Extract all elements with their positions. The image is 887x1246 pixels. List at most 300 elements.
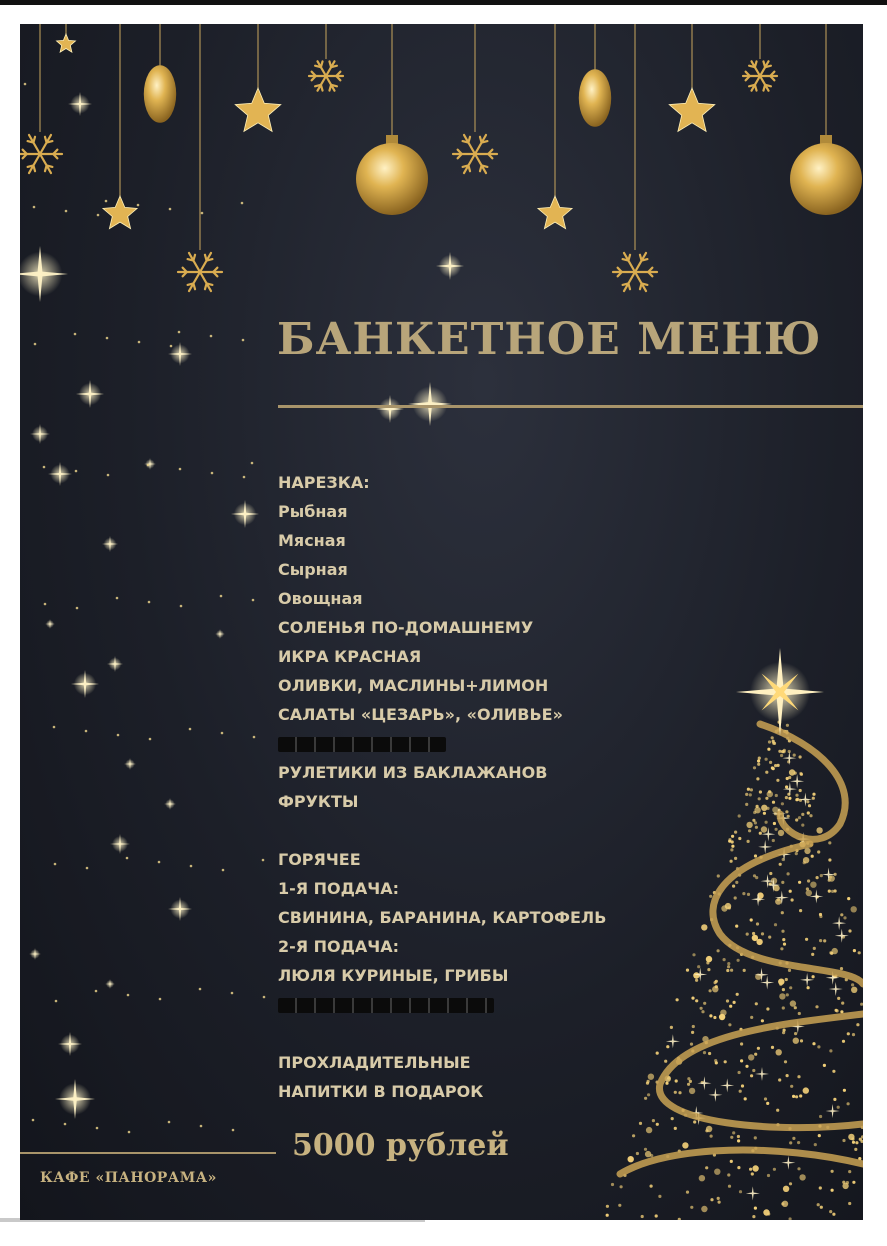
tree-light (843, 1089, 846, 1092)
tree-light (714, 1169, 720, 1175)
sparkle-dot (95, 990, 98, 993)
sparkle-dot (251, 462, 254, 465)
sparkle-dot (105, 200, 108, 203)
sparkle-icon (71, 670, 99, 698)
tree-light (620, 1185, 623, 1188)
menu-item: СОЛЕНЬЯ ПО-ДОМАШНЕМУ (278, 618, 534, 637)
tree-light (812, 797, 815, 800)
tree-light (772, 839, 775, 842)
tree-light (639, 1122, 642, 1125)
snowflake-branch (749, 66, 755, 67)
tree-light (851, 906, 857, 912)
tree-light (693, 1120, 696, 1123)
tree-light (790, 1085, 793, 1088)
tree-light (765, 771, 768, 774)
tree-light (678, 1218, 681, 1220)
sparkle-dot (116, 597, 119, 600)
sparkle-icon (110, 834, 130, 854)
cafe-name: КАФЕ «ПАНОРАМА» (40, 1170, 217, 1186)
snowflake-branch (45, 137, 47, 143)
tree-light (781, 911, 784, 914)
tree-light (636, 1152, 639, 1155)
snowflake-ornament-icon (613, 253, 657, 291)
tree-light (775, 794, 778, 797)
tree-light (852, 1141, 855, 1144)
tree-light (803, 1087, 809, 1093)
tree-light (807, 879, 810, 882)
tree-light (831, 1189, 834, 1192)
snowflake-branch (193, 283, 195, 289)
tree-light (811, 953, 814, 956)
tree-light (819, 939, 822, 942)
tree-light (817, 850, 820, 853)
tree-light (775, 828, 778, 831)
tree-light (769, 761, 772, 764)
tree-light (847, 1032, 850, 1035)
snowflake-ornament-icon (178, 253, 222, 291)
tree-light (759, 832, 762, 835)
sparkle-dot (253, 736, 256, 739)
snowflake-branch (188, 259, 194, 260)
sparkle-dot (128, 1131, 131, 1134)
sparkle-dot (64, 1123, 67, 1126)
price-divider (20, 1152, 276, 1154)
tree-light (606, 1214, 609, 1217)
tree-light (786, 1074, 789, 1077)
tree-light (778, 830, 784, 836)
tree-light (798, 816, 801, 819)
sparkle-dot (201, 212, 204, 215)
tree-light (768, 936, 771, 939)
tree-light (781, 881, 784, 884)
tree-light (848, 1202, 851, 1205)
tree-light (754, 1136, 757, 1139)
sparkle-dot (170, 345, 173, 348)
tree-light (790, 1000, 796, 1006)
sparkle-icon (408, 382, 452, 426)
tree-light (779, 863, 782, 866)
star-ornament-icon (669, 88, 715, 131)
tree-light (771, 766, 774, 769)
redacted-item (278, 729, 758, 758)
sparkle-icon (164, 798, 176, 810)
tree-light (853, 949, 856, 952)
tree-light (730, 1160, 733, 1163)
tree-light (828, 858, 831, 861)
star-ornament-icon (103, 196, 137, 229)
title-divider (278, 405, 863, 408)
sparkle-dot (147, 464, 150, 467)
tree-light (799, 1174, 805, 1180)
snowflake-ornament-icon (309, 61, 343, 90)
menu-item: ГОРЯЧЕЕ (278, 850, 361, 869)
snowflake-branch (755, 85, 757, 91)
tree-light (823, 939, 826, 942)
menu-item: НАПИТКИ В ПОДАРОК (278, 1082, 484, 1101)
tree-light (841, 1002, 844, 1005)
tree-sparkle (800, 973, 814, 987)
tree-light (797, 1167, 800, 1170)
snowflake-branch (47, 165, 53, 166)
tree-light (785, 978, 788, 981)
snowflake-branch (642, 283, 648, 284)
tree-light (772, 801, 775, 804)
tree-light (852, 1181, 855, 1184)
tree-light (799, 772, 802, 775)
tree-light (801, 813, 804, 816)
tree-light (778, 750, 781, 753)
sparkle-icon (76, 380, 104, 408)
tree-light (686, 1191, 689, 1194)
sparkle-dot (252, 599, 255, 602)
sparkle-icon (215, 629, 225, 639)
sparkle-dot (179, 468, 182, 471)
tree-light (816, 827, 822, 833)
sparkle-dot (243, 476, 246, 479)
tree-light (671, 1117, 674, 1120)
sparkle-dot (24, 83, 27, 86)
sparkle-dot (44, 603, 47, 606)
tree-light (776, 1049, 782, 1055)
sparkle-dot (75, 470, 78, 473)
menu-spacer (278, 1019, 758, 1048)
sparkle-dot (54, 863, 57, 866)
tree-light (796, 798, 799, 801)
sparkle-icon (68, 92, 92, 116)
sparkle-dot (262, 859, 265, 862)
sparkle-dot (149, 738, 152, 741)
tree-light (758, 757, 761, 760)
tree-light (837, 1106, 840, 1109)
snowflake-branch (463, 141, 469, 142)
tree-sparkle (760, 976, 774, 990)
sparkle-dot (169, 208, 172, 211)
tree-light (818, 1134, 821, 1137)
sparkle-dot (107, 474, 110, 477)
tree-light (772, 740, 775, 743)
tree-light (783, 1186, 789, 1192)
tree-light (819, 913, 822, 916)
tree-light (786, 993, 789, 996)
star-ornament-icon (538, 196, 572, 229)
tree-sparkle (746, 1186, 760, 1200)
tree-light (836, 1009, 839, 1012)
tree-light (795, 818, 798, 821)
tree-light (717, 1197, 720, 1200)
sparkle-dot (97, 214, 100, 217)
tree-light (789, 1217, 792, 1220)
tree-light (749, 1168, 752, 1171)
tree-light (810, 882, 816, 888)
tree-light (806, 887, 809, 890)
tree-light (752, 1165, 758, 1171)
tree-sparkle (829, 982, 843, 996)
tree-light (766, 1102, 769, 1105)
sparkle-dot (221, 732, 224, 735)
menu-title: БАНКЕТНОЕ МЕНЮ (277, 314, 822, 365)
menu-item: ЛЮЛЯ КУРИНЫЕ, ГРИБЫ (278, 966, 509, 985)
sparkle-dot (158, 861, 161, 864)
redaction-bar (278, 998, 494, 1013)
sparkle-dot (96, 1127, 99, 1130)
tree-light (784, 1060, 787, 1063)
snowflake-branch (640, 255, 642, 261)
menu-item: РУЛЕТИКИ ИЗ БАКЛАЖАНОВ (278, 763, 548, 782)
tree-sparkle (790, 774, 804, 788)
tree-light (705, 1166, 708, 1169)
tree-sparkle (783, 782, 797, 796)
sparkle-dot (33, 206, 36, 209)
tree-light (848, 1170, 851, 1173)
tree-light (820, 1206, 823, 1209)
tree-light (789, 890, 792, 893)
tree-light (768, 740, 771, 743)
tree-light (776, 1109, 779, 1112)
sparkle-icon (55, 1079, 95, 1119)
tree-light (628, 1156, 634, 1162)
sparkle-icon (30, 424, 50, 444)
tree-light (851, 987, 857, 993)
tree-light (813, 947, 816, 950)
tree-light (837, 997, 840, 1000)
menu-spacer (278, 816, 758, 845)
tree-light (754, 1207, 757, 1210)
sparkle-dot (222, 869, 225, 872)
sparkle-dot (189, 728, 192, 731)
sparkle-dot (199, 988, 202, 991)
tree-light (730, 1136, 733, 1139)
tree-light (763, 812, 766, 815)
tree-light (795, 1095, 798, 1098)
tree-light (847, 1102, 850, 1105)
sparkle-dot (263, 996, 266, 999)
tree-light (718, 1201, 721, 1204)
menu-item: САЛАТЫ «ЦЕЗАРЬ», «ОЛИВЬЕ» (278, 705, 563, 724)
snowflake-branch (482, 165, 488, 166)
sparkle-dot (127, 994, 130, 997)
tree-light (701, 1206, 707, 1212)
tree-light (789, 1182, 792, 1185)
tree-light (690, 1206, 693, 1209)
tree-light (809, 814, 812, 817)
tree-light (851, 983, 854, 986)
tree-light (814, 1143, 817, 1146)
tree-light (737, 1166, 740, 1169)
menu-price: 5000 рублей (292, 1128, 509, 1163)
tree-light (781, 930, 784, 933)
tree-light (644, 1148, 647, 1151)
tree-light (780, 754, 783, 757)
menu-item: Овощная (278, 589, 363, 608)
tree-light (658, 1195, 661, 1198)
tree-light (682, 1142, 688, 1148)
tree-light (710, 1135, 713, 1138)
sparkle-icon (48, 462, 72, 486)
tree-light (793, 1038, 799, 1044)
sparkle-dot (159, 998, 162, 1001)
sparkle-dot (242, 339, 245, 342)
tree-light (766, 1007, 769, 1010)
tree-light (831, 1170, 834, 1173)
snowflake-branch (329, 61, 331, 67)
tree-light (840, 913, 843, 916)
ornament-strings (40, 24, 826, 250)
sparkle-icon (376, 395, 404, 423)
tree-light (806, 890, 812, 896)
tree-light (765, 758, 768, 761)
tree-light (846, 1181, 849, 1184)
tree-light (767, 1174, 770, 1177)
tree-light (769, 872, 772, 875)
tree-light (761, 826, 767, 832)
tree-light (777, 764, 780, 767)
tree-sparkle (835, 929, 849, 943)
tree-light (801, 824, 804, 827)
tree-light (710, 1198, 713, 1201)
star-ornament-icon (235, 88, 281, 131)
tree-light (823, 1064, 826, 1067)
tree-light (792, 1137, 795, 1140)
menu-page (20, 24, 863, 1220)
tree-light (858, 951, 861, 954)
sparkle-dot (55, 1000, 58, 1003)
tree-light (645, 1151, 651, 1157)
tree-light (848, 929, 851, 932)
snowflake-ornament-icon (453, 135, 497, 173)
tree-light (618, 1204, 621, 1207)
tree-light (781, 802, 784, 805)
bauble-cap (386, 135, 398, 144)
tree-light (833, 1098, 836, 1101)
tree-light (785, 796, 788, 799)
menu-item: 2-Я ПОДАЧА: (278, 937, 399, 956)
menu-item: ПРОХЛАДИТЕЛЬНЫЕ (278, 1053, 471, 1072)
tree-light (855, 1141, 858, 1144)
sparkle-dot (85, 730, 88, 733)
tree-light (817, 1045, 820, 1048)
tree-light (797, 1141, 800, 1144)
bauble-ornament-icon (790, 143, 862, 215)
tree-light (773, 822, 776, 825)
tree-light (652, 1119, 655, 1122)
tree-light (773, 1168, 776, 1171)
tree-light (777, 898, 780, 901)
tree-light (795, 852, 798, 855)
sparkle-icon (107, 656, 123, 672)
sparkle-icon (58, 1032, 82, 1056)
tree-light (797, 1075, 800, 1078)
sparkle-dot (65, 210, 68, 213)
tree-light (793, 754, 796, 757)
redaction-bar (278, 737, 446, 752)
sparkle-dot (178, 331, 181, 334)
snowflake-branch (321, 85, 323, 91)
sparkle-dot (74, 333, 77, 336)
tree-light (808, 804, 811, 807)
tree-light (799, 789, 802, 792)
tree-light (774, 923, 777, 926)
bauble-ornament-icon (579, 69, 611, 127)
sparkle-icon (102, 536, 118, 552)
tree-light (737, 1135, 740, 1138)
tree-light (791, 898, 794, 901)
tree-light (766, 807, 769, 810)
snowflake-branch (765, 85, 771, 86)
menu-item: Сырная (278, 560, 348, 579)
sparkle-dot (241, 202, 244, 205)
tree-light (650, 1185, 653, 1188)
tree-light (778, 1078, 781, 1081)
sparkle-dot (34, 343, 37, 346)
tree-light (765, 821, 768, 824)
tree-light (781, 1202, 784, 1205)
bauble-ornament-icon (144, 65, 176, 123)
menu-item: ФРУКТЫ (278, 792, 359, 811)
tree-light (739, 1190, 742, 1193)
tree-light (828, 841, 831, 844)
sparkle-dot (231, 992, 234, 995)
tree-light (829, 1049, 832, 1052)
sparkle-dot (190, 865, 193, 868)
tree-light (632, 1134, 635, 1137)
tree-light (641, 1215, 644, 1218)
tree-light (785, 810, 788, 813)
tree-light (803, 861, 806, 864)
tree-light (812, 975, 815, 978)
menu-item: СВИНИНА, БАРАНИНА, КАРТОФЕЛЬ (278, 908, 607, 927)
menu-item: ИКРА КРАСНАЯ (278, 647, 422, 666)
sparkle-icon (144, 458, 156, 470)
tree-light (812, 1042, 815, 1045)
sparkle-dot (148, 601, 151, 604)
tree-light (737, 1139, 740, 1142)
tree-light (819, 1115, 822, 1118)
tree-light (783, 1029, 786, 1032)
sparkle-icon (105, 979, 115, 989)
snowflake-branch (207, 283, 213, 284)
tree-light (829, 1210, 832, 1213)
tree-light (787, 872, 790, 875)
tree-light (831, 890, 834, 893)
tree-light (779, 983, 782, 986)
snowflake-branch (628, 283, 630, 289)
tree-light (656, 1123, 659, 1126)
tree-light (783, 943, 786, 946)
tree-light (817, 1203, 820, 1206)
star-ornament-icon (57, 34, 76, 52)
snowflake-branch (468, 165, 470, 171)
tree-light (767, 1212, 770, 1215)
tree-light (759, 790, 762, 793)
bauble-cap (820, 135, 832, 144)
sparkle-dot (43, 466, 46, 469)
tree-light (646, 1127, 652, 1133)
tree-light (752, 1215, 755, 1218)
menu-list (278, 468, 758, 1106)
tree-light (815, 1005, 818, 1008)
tree-light (819, 1186, 822, 1189)
tree-sparkle (781, 1156, 795, 1170)
tree-light (783, 749, 786, 752)
tree-light (787, 815, 790, 818)
sparkle-dot (76, 607, 79, 610)
tree-light (765, 797, 768, 800)
tree-light (789, 986, 792, 989)
tree-light (758, 797, 761, 800)
sparkle-dot (106, 337, 109, 340)
tree-light (788, 797, 791, 800)
tree-light (807, 811, 810, 814)
